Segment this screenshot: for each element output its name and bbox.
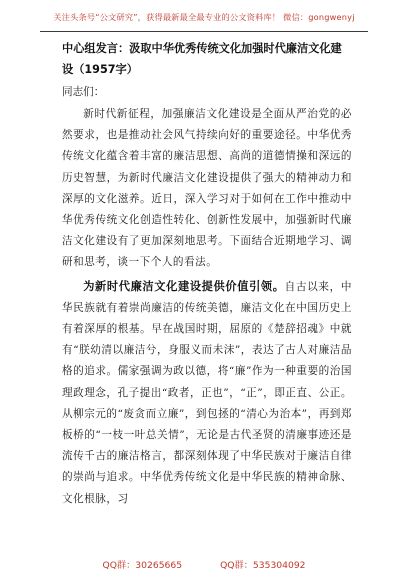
document-title: 中心组发言：汲取中华优秀传统文化加强时代廉洁文化建设（1957字） <box>62 42 342 76</box>
paragraph-2-body: 自古以来，中华民族就有着崇尚廉洁的传统美德，廉洁文化在中国历史上有着深厚的根基。早在战国时期，屈原的《楚辞招魂》中就有“朕幼清以廉洁兮，身服义而未沫”，表达了古人对廉洁品格的追求。儒家强调为政以德，将“廉”作为一种重要的治国理政理念，孔子提出“政者，正也”，“正”，即正直、公正。从柳宗元的“废贪而立廉”，到包拯的“清心为治本”，再到郑板桥的“一枝一叶总关情”，无论是古代圣贤的清廉事迹还是流传千古的廉洁格言，都深刻体现了中华民族对于廉洁自律的崇尚与追求。中华优秀传统文化是中华民族的精神命脉、文化根脉，习 <box>62 280 352 505</box>
paragraph-2 <box>62 276 352 510</box>
header-promo-note: 关注头条号“公文研究”，获得最新最全最专业的公文资料库！ 微信：gongwenyj <box>53 12 355 22</box>
header-divider <box>40 31 368 32</box>
footer-contact <box>0 557 408 571</box>
salutation: 同志们： <box>62 86 105 98</box>
footer-qq-group-1: QQ群：30265665 <box>102 560 183 571</box>
document-body <box>62 38 352 510</box>
footer-qq-group-2: QQ群：535304092 <box>220 560 306 571</box>
paragraph-1: 新时代新征程，加强廉洁文化建设是全面从严治党的必然要求，也是推动社会风气持续向好的重要途径。中华优秀传统文化蕴含着丰富的廉洁思想、高尚的道德情操和深远的历史智慧，为新时代廉洁文化建设提供了强大的精神动力和深厚的文化滋养。近日，深入学习对于如何在工作中推动中华优秀传统文化创造性转化、创新性发展中，加强新时代廉洁文化建设有了更加深刻地思考。下面结合近期地学习、调研和思考，谈一下个人的看法。 <box>62 108 352 269</box>
paragraph-2-lead: 为新时代廉洁文化建设提供价值引领。 <box>83 279 285 293</box>
